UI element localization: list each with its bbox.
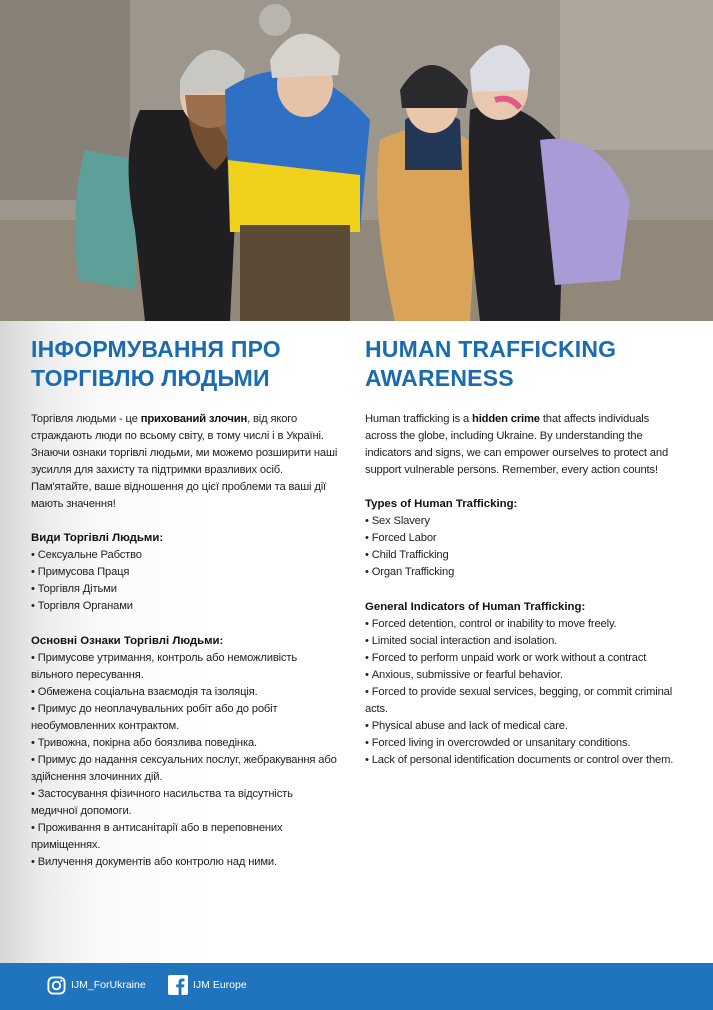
list-item: • Обмежена соціальна взаємодія та ізоляція.: [31, 684, 341, 701]
list-item: • Примус до надання сексуальних послуг, жебракування або здійснення злочинних дій.: [31, 752, 341, 786]
list-item: • Sex Slavery: [365, 513, 681, 530]
english-indicators-title: General Indicators of Human Trafficking:: [365, 601, 586, 613]
facebook-icon: [168, 975, 188, 995]
ukrainian-indicators-list: [31, 650, 341, 871]
list-item: • Child Trafficking: [365, 547, 681, 564]
facebook-handle: IJM Europe: [193, 979, 247, 991]
english-column: [365, 321, 681, 769]
instagram-link[interactable]: [46, 975, 146, 995]
list-item: • Тривожна, покірна або боязлива поведінка.: [31, 735, 341, 752]
list-item: • Anxious, submissive or fearful behavior.: [365, 667, 681, 684]
list-item: • Примус до неоплачувальних робіт або до робіт необумовленних контрактом.: [31, 701, 341, 735]
ukrainian-indicators-title: Основні Ознаки Торгівлі Людьми:: [31, 635, 224, 647]
english-intro-highlight: hidden crime: [472, 413, 540, 425]
ukrainian-intro-highlight: прихований злочин: [140, 413, 248, 425]
list-item: • Застосування фізичного насильства та відсутність медичної допомоги.: [31, 786, 341, 820]
english-intro-start: Human trafficking is a: [365, 413, 473, 425]
list-item: • Торгівля Органами: [31, 598, 341, 615]
list-item: • Limited social interaction and isolation.: [365, 633, 681, 650]
list-item: • Forced living in overcrowded or unsanitary conditions.: [365, 735, 681, 752]
content-area: [0, 321, 713, 963]
ukrainian-types-title: Види Торгівлі Людьми:: [31, 532, 164, 544]
list-item: • Forced to perform unpaid work or work without a contract: [365, 650, 681, 667]
list-item: • Проживання в антисанітарії або в переповнених приміщеннях.: [31, 820, 341, 854]
list-item: • Organ Trafficking: [365, 564, 681, 581]
instagram-icon: [46, 975, 66, 995]
facebook-link[interactable]: [168, 975, 247, 995]
english-title-line1: HUMAN TRAFFICKING: [365, 336, 617, 362]
ukrainian-intro-end: , від якого страждають люди по всьому світу, в тому числі і в Україні. Знаючи ознаки торгівлі людьми, ми можемо розширити наші зусилля для захисту та підтримки вразливих осіб. Пам'ятайте, ваше відношення до цієї проблеми та ваші дії мають значення!: [31, 413, 338, 510]
ukrainian-title-line2: ТОРГІВЛЮ ЛЮДЬМИ: [31, 365, 270, 391]
english-title-line2: AWARENESS: [365, 365, 514, 391]
list-item: • Physical abuse and lack of medical care.: [365, 718, 681, 735]
english-intro: [365, 411, 681, 479]
english-types-title: Types of Human Trafficking:: [365, 498, 518, 510]
footer-bar: [0, 963, 713, 1010]
ukrainian-types-list: [31, 547, 341, 615]
english-intro-end: that affects individuals across the globe, including Ukraine. By understanding the indicators and signs, we can empower ourselves to protect and support vulnerable persons. Remember, every action counts!: [365, 413, 669, 476]
list-item: • Lack of personal identification documents or control over them.: [365, 752, 681, 769]
english-types-list: [365, 513, 681, 581]
list-item: • Forced detention, control or inability to move freely.: [365, 616, 681, 633]
list-item: • Вилучення документів або контролю над ними.: [31, 854, 341, 871]
list-item: • Примусова Праця: [31, 564, 341, 581]
list-item: • Сексуальне Рабство: [31, 547, 341, 564]
ukrainian-title-line1: ІНФОРМУВАННЯ ПРО: [31, 336, 281, 362]
english-indicators-list: [365, 616, 681, 769]
list-item: • Примусове утримання, контроль або неможливість вільного пересування.: [31, 650, 341, 684]
ukrainian-intro-start: Торгівля людьми - це: [31, 413, 141, 425]
ukrainian-column: [31, 321, 341, 871]
instagram-handle: IJM_ForUkraine: [71, 979, 146, 991]
list-item: • Forced to provide sexual services, begging, or commit criminal acts.: [365, 684, 681, 718]
english-title: [365, 335, 681, 393]
list-item: • Торгівля Дітьми: [31, 581, 341, 598]
list-item: • Forced Labor: [365, 530, 681, 547]
photo-refugee-children-icon: [0, 0, 713, 321]
ukrainian-title: [31, 335, 341, 393]
ukrainian-intro: [31, 411, 341, 513]
hero-photo: [0, 0, 713, 321]
